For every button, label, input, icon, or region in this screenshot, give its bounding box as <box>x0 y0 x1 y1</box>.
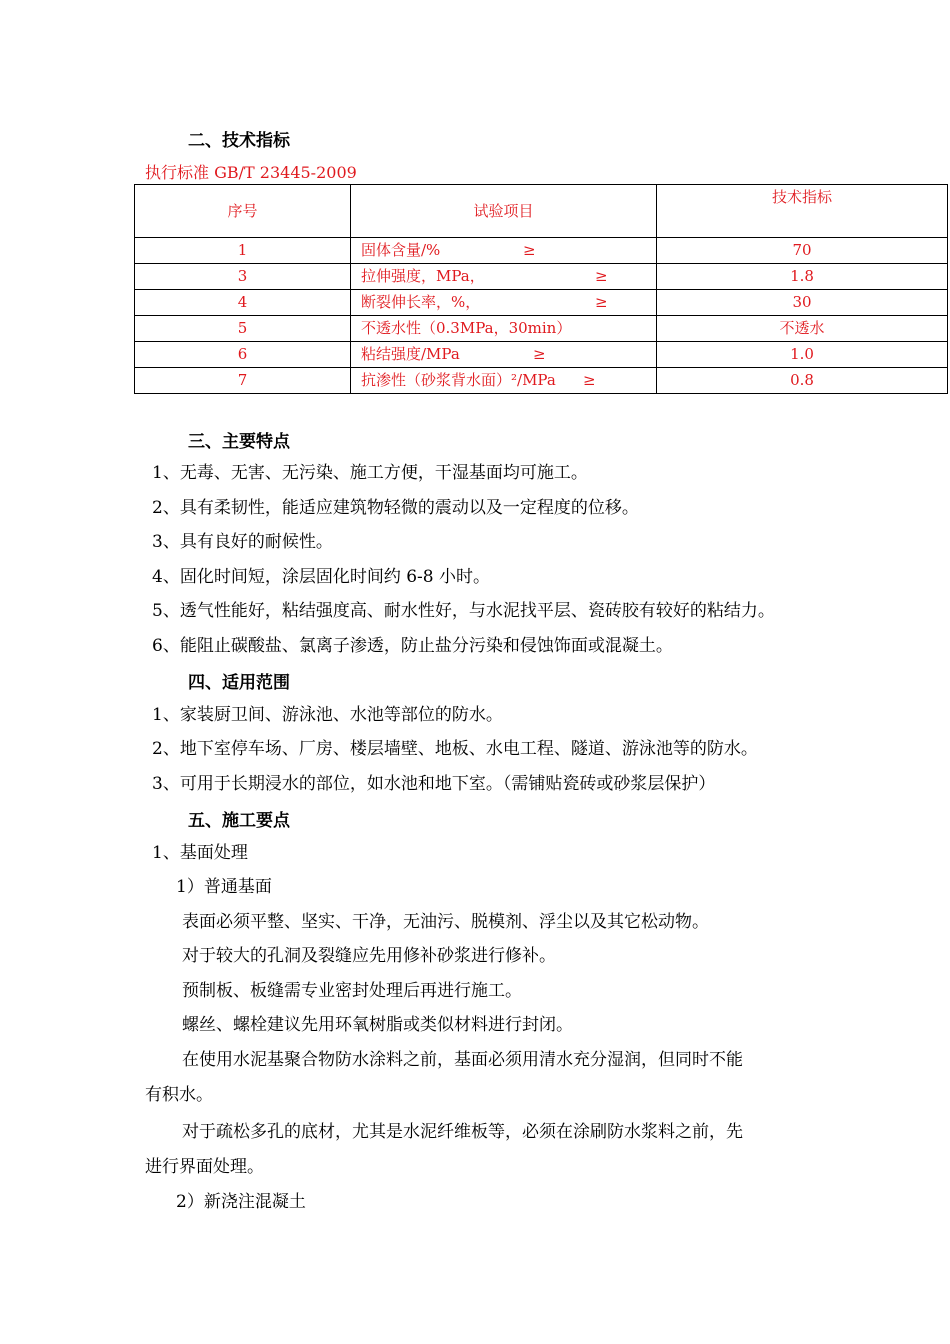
row-value: 1.8 <box>657 264 948 290</box>
feature-item: 2、具有柔韧性，能适应建筑物轻微的震动以及一定程度的位移。 <box>152 498 639 518</box>
section-3-title: 三、主要特点 <box>188 432 290 452</box>
row-value: 不透水 <box>657 316 948 342</box>
body-paragraph-cont: 有积水。 <box>145 1085 213 1105</box>
ge-symbol: ≥ <box>595 267 608 285</box>
section-4-title: 四、适用范围 <box>188 673 290 693</box>
feature-item: 4、固化时间短，涂层固化时间约 6-8 小时。 <box>152 567 490 587</box>
table-row <box>135 238 948 264</box>
row-item: 不透水性（0.3MPa，30min） <box>361 319 572 337</box>
table-row <box>135 368 948 394</box>
header-no: 序号 <box>135 185 351 238</box>
row-value: 70 <box>657 238 948 264</box>
ge-symbol: ≥ <box>583 371 596 389</box>
body-paragraph: 螺丝、螺栓建议先用环氧树脂或类似材料进行封闭。 <box>182 1015 573 1035</box>
row-no: 4 <box>135 290 351 316</box>
row-item: 粘结强度/MPa <box>361 345 460 363</box>
body-paragraph: 对于疏松多孔的底材，尤其是水泥纤维板等，必须在涂刷防水浆料之前，先 <box>182 1122 743 1142</box>
feature-item: 1、无毒、无害、无污染、施工方便，干湿基面均可施工。 <box>152 463 588 483</box>
row-item-cell <box>351 238 657 264</box>
table-row <box>135 316 948 342</box>
row-no: 3 <box>135 264 351 290</box>
row-no: 6 <box>135 342 351 368</box>
row-item-cell <box>351 290 657 316</box>
row-item: 固体含量/% <box>361 241 441 259</box>
ge-symbol: ≥ <box>523 241 536 259</box>
section-5-title: 五、施工要点 <box>188 811 290 831</box>
row-item: 断裂伸长率，%， <box>361 293 481 311</box>
table-row <box>135 342 948 368</box>
body-paragraph: 对于较大的孔洞及裂缝应先用修补砂浆进行修补。 <box>182 946 556 966</box>
row-no: 5 <box>135 316 351 342</box>
body-paragraph-cont: 进行界面处理。 <box>145 1157 264 1177</box>
feature-item: 5、透气性能好，粘结强度高、耐水性好，与水泥找平层、瓷砖胶有较好的粘结力。 <box>152 601 775 621</box>
body-paragraph: 表面必须平整、坚实、干净，无油污、脱模剂、浮尘以及其它松动物。 <box>182 912 709 932</box>
feature-item: 6、能阻止碳酸盐、氯离子渗透，防止盐分污染和侵蚀饰面或混凝土。 <box>152 636 673 656</box>
row-item-cell <box>351 342 657 368</box>
body-paragraph: 在使用水泥基聚合物防水涂料之前，基面必须用清水充分湿润，但同时不能 <box>182 1050 743 1070</box>
header-value: 技术指标 <box>657 185 948 238</box>
table-row <box>135 264 948 290</box>
spec-table <box>134 184 948 394</box>
section-2-title: 二、技术指标 <box>188 131 290 151</box>
row-no: 7 <box>135 368 351 394</box>
subsection-item: 1）普通基面 <box>176 877 272 897</box>
row-item-cell <box>351 264 657 290</box>
row-item: 拉伸强度，MPa， <box>361 267 485 285</box>
feature-item: 3、具有良好的耐候性。 <box>152 532 333 552</box>
subsection-title: 1、基面处理 <box>152 843 248 863</box>
body-paragraph: 预制板、板缝需专业密封处理后再进行施工。 <box>182 981 522 1001</box>
row-value: 1.0 <box>657 342 948 368</box>
scope-item: 1、家装厨卫间、游泳池、水池等部位的防水。 <box>152 705 503 725</box>
row-value: 30 <box>657 290 948 316</box>
row-item-cell <box>351 368 657 394</box>
row-item: 抗渗性（砂浆背水面）²/MPa <box>361 371 556 389</box>
row-no: 1 <box>135 238 351 264</box>
ge-symbol: ≥ <box>595 293 608 311</box>
scope-item: 2、地下室停车场、厂房、楼层墙壁、地板、水电工程、隧道、游泳池等的防水。 <box>152 739 758 759</box>
scope-item: 3、可用于长期浸水的部位，如水池和地下室。（需铺贴瓷砖或砂浆层保护） <box>152 774 716 794</box>
subsection-item: 2）新浇注混凝土 <box>176 1192 306 1212</box>
row-item-cell <box>351 316 657 342</box>
ge-symbol: ≥ <box>533 345 546 363</box>
row-value: 0.8 <box>657 368 948 394</box>
header-item: 试验项目 <box>351 185 657 238</box>
table-header-row <box>135 185 948 238</box>
table-row <box>135 290 948 316</box>
standard-line: 执行标准 GB/T 23445-2009 <box>145 163 357 182</box>
